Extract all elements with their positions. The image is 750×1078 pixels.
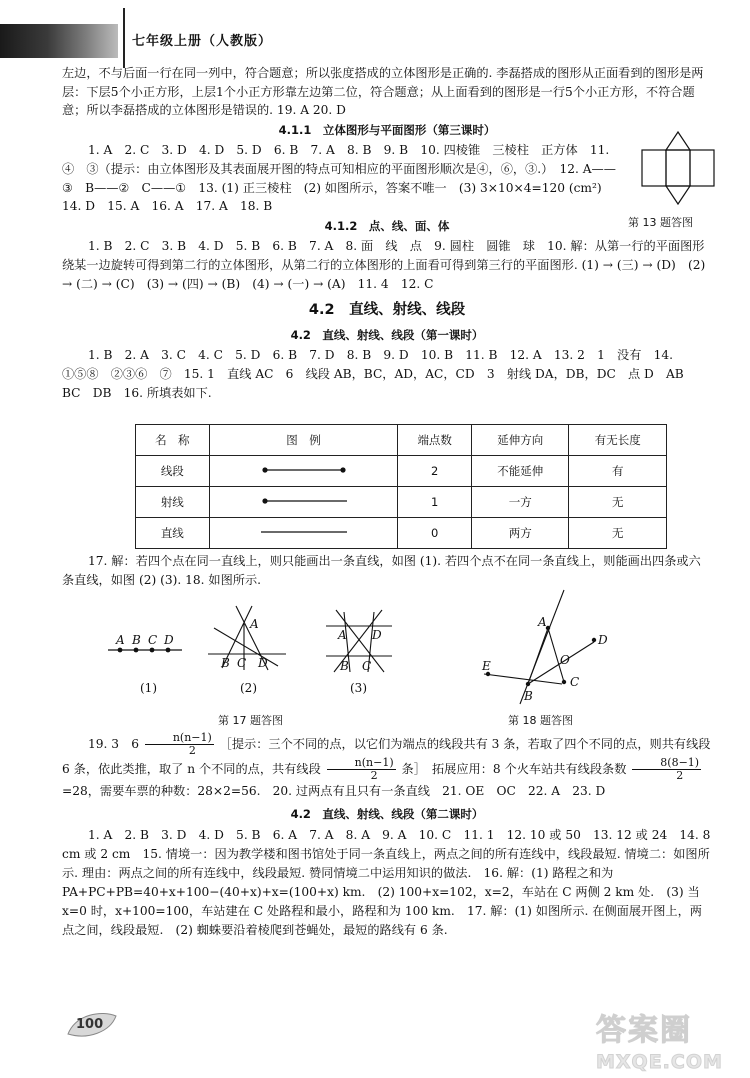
- row-name: 直线: [136, 518, 210, 549]
- section-4-2-lesson-2: 4.2 直线、射线、线段（第二课时）: [290, 807, 484, 821]
- point-label: B: [524, 689, 533, 703]
- figure-18-caption: 第 18 题答图: [508, 714, 573, 727]
- header-rule: [123, 8, 125, 68]
- point-label: A: [538, 615, 547, 629]
- answer-body-2: [62, 552, 712, 589]
- answer-body: [62, 64, 712, 402]
- section-4-2-lesson-1: 4.2 直线、射线、线段（第一课时）: [290, 327, 484, 342]
- row-endpoints: 1: [398, 487, 472, 518]
- svg-text:D: D: [372, 628, 382, 642]
- table-header-row: [136, 425, 667, 456]
- p6-mid2: 条］ 拓展应用：8 个火车站共有线段条数: [401, 762, 627, 776]
- svg-text:C: C: [362, 659, 372, 673]
- paragraph-5: 17. 解：若四个点在同一直线上，则只能画出一条直线，如图 (1). 若四个点不在同一条直线上，则能画出四条或六条直线，如图 (2) (3). 18. 如图所示.: [62, 554, 701, 587]
- fig17-part-2: [208, 606, 286, 670]
- p6-post: =28，需要车票的种数：28×2=56. 20. 过两点有且只有一条直线 21. OE OC 22. A 23. D: [62, 784, 606, 798]
- row-endpoints: 2: [398, 456, 472, 487]
- point-label: D: [164, 633, 174, 647]
- line-types-table: [135, 424, 667, 549]
- page-number-badge: [66, 1010, 118, 1040]
- table-row: [136, 456, 667, 487]
- point-label: B: [132, 633, 141, 647]
- paragraph-1: 左边，不与后面一行在同一列中，符合题意；所以张度搭成的立体图形是正确的. 李磊搭成的图形从正面看到的图形是两层：下层5个小正方形，上层1个小正方形靠左边第二位，符合题意；从上面看到的图形是一行5个小正方形，不符合题意；所以李磊搭成的立体图形是错误的. 19. A 20. D: [62, 66, 704, 118]
- paragraph-6: [62, 732, 712, 801]
- point-label: D: [598, 633, 608, 647]
- figure-17-caption: 第 17 题答图: [218, 714, 283, 727]
- paragraph-2: 1. A 2. C 3. D 4. D 5. D 6. B 7. A 8. B 9. B 10. 四棱锥 三棱柱 正方体 11. ④ ③（提示：由立体图形及其表面展开图的特点可知相应的平面图形顺次是④，⑥，③.） 12. A——③ B——② C——① 13. (1) 正三棱柱 (2) 如图所示，答案不唯一 (3) 3×10×4=120 (cm²) 14. D 15. A 16. A 17. A 18. B: [62, 143, 616, 214]
- fraction-8: $\frac{8(8-1)}{2}$: [632, 757, 701, 782]
- fig17-label-1: (1): [140, 681, 157, 695]
- row-length: 有: [569, 456, 667, 487]
- row-name: 线段: [136, 456, 210, 487]
- header-cell: 延伸方向: [472, 425, 569, 456]
- row-direction: 一方: [472, 487, 569, 518]
- point-label: E: [482, 659, 491, 673]
- svg-text:D: D: [258, 656, 268, 670]
- segment-illustration: [209, 456, 398, 487]
- watermark-url: MXQE.COM: [596, 1051, 723, 1073]
- row-direction: 不能延伸: [472, 456, 569, 487]
- svg-text:B: B: [340, 659, 349, 673]
- line-illustration: [209, 518, 398, 549]
- paragraph-3: 1. B 2. C 3. B 4. D 5. B 6. B 7. A 8. 面 线 点 9. 圆柱 圆锥 球 10. 解：从第一行的平面图形绕某一边旋转可得到第二行的立体图形，从第二行的立体图形的上面看可得到第三行的平面图形. (1) → (三) → (D) (2) → (二) → (C) (3) → (四) → (B) (4) → (一) → (A) 11. 4 12. C: [62, 239, 706, 291]
- row-name: 射线: [136, 487, 210, 518]
- point-label: A: [116, 633, 125, 647]
- table-row: [136, 487, 667, 518]
- p6-pre: 19. 3 6: [88, 737, 139, 751]
- fraction-n-2: $\frac{n(n-1)}{2}$: [327, 757, 396, 782]
- svg-text:C: C: [237, 656, 247, 670]
- fig17-part-3: [326, 610, 392, 672]
- page-number: 100: [76, 1017, 104, 1032]
- header-decor: [0, 24, 118, 58]
- watermark-logo: 答案圈: [596, 1013, 692, 1048]
- row-direction: 两方: [472, 518, 569, 549]
- svg-text:A: A: [250, 617, 259, 631]
- header-cell: 端点数: [398, 425, 472, 456]
- figure-13: [628, 130, 728, 230]
- section-4-1-1: 4.1.1 立体图形与平面图形（第三课时）: [278, 122, 496, 137]
- book-title: 七年级上册（人教版）: [132, 34, 273, 49]
- svg-text:B: B: [221, 656, 230, 670]
- point-label: C: [148, 633, 158, 647]
- fig17-label-3: (3): [350, 681, 367, 695]
- figures-17-18: [100, 588, 660, 738]
- fig17-label-2: (2): [240, 681, 257, 695]
- row-length: 无: [569, 487, 667, 518]
- section-4-1-2: 4.1.2 点、线、面、体: [324, 218, 450, 233]
- fig17-part-1: [108, 633, 182, 695]
- prism-net-diagram: [628, 130, 728, 208]
- point-label: O: [560, 653, 570, 667]
- header-cell: 有无长度: [569, 425, 667, 456]
- paragraph-4: 1. B 2. A 3. C 4. C 5. D 6. B 7. D 8. B 9. D 10. B 11. B 12. A 13. 2 1 没有 14. ①⑤⑧ ②③⑥ ⑦ 15. 1 直线 AC 6 线段 AB，BC，AD，AC，CD 3 射线 DA，DB，DC 点 D AB BC DB 16. 所填表如下.: [62, 348, 696, 400]
- row-length: 无: [569, 518, 667, 549]
- figure-13-caption: 第 13 题答图: [628, 216, 693, 229]
- fraction-n: $\frac{n(n-1)}{2}$: [145, 732, 214, 757]
- answer-body-3: [62, 732, 712, 940]
- row-endpoints: 0: [398, 518, 472, 549]
- paragraph-7: 1. A 2. B 3. D 4. D 5. B 6. A 7. A 8. A 9. A 10. C 11. 1 12. 10 或 50 13. 12 或 24 14. 8 cm 或 2 cm 15. 情境一：因为教学楼和图书馆处于同一条直线上，两点之间的所有连线中，线段最短. 情境二：如图所示. 理由：两点之间的所有连线中，线段最短. 赞同情境二中运用知识的做法. 16. 解：(1) 路程之和为 PA+PC+PB=40+x+100−(40+x)+x=(100+x) km. (2) 100+x=102，x=2，车站在 C 两侧 2 km 处. (3) 当 x=0 时，x+100=100，车站建在 C 处路程和最小，路程和为 100 km. 17. 解：(1) 如图所示. 在侧面展开图上，两点之间，线段最短. (2) 蜘蛛要沿着棱爬到苍蝇处，最短的路线有 6 条.: [62, 828, 711, 937]
- chapter-heading: 4.2 直线、射线、线段: [308, 302, 466, 319]
- table-row: [136, 518, 667, 549]
- p6-mid1: ［提示：三个不同的点，以它们为端点的线段共有 3 条，若取了四个不同的点，则共有线段 6 条，依此类推，取了 n 个不同的点，共有线段: [62, 737, 711, 776]
- header-cell: 图 例: [209, 425, 398, 456]
- header-cell: 名 称: [136, 425, 210, 456]
- watermark: [596, 1005, 746, 1075]
- point-label: C: [570, 675, 580, 689]
- ray-illustration: [209, 487, 398, 518]
- svg-text:A: A: [338, 628, 347, 642]
